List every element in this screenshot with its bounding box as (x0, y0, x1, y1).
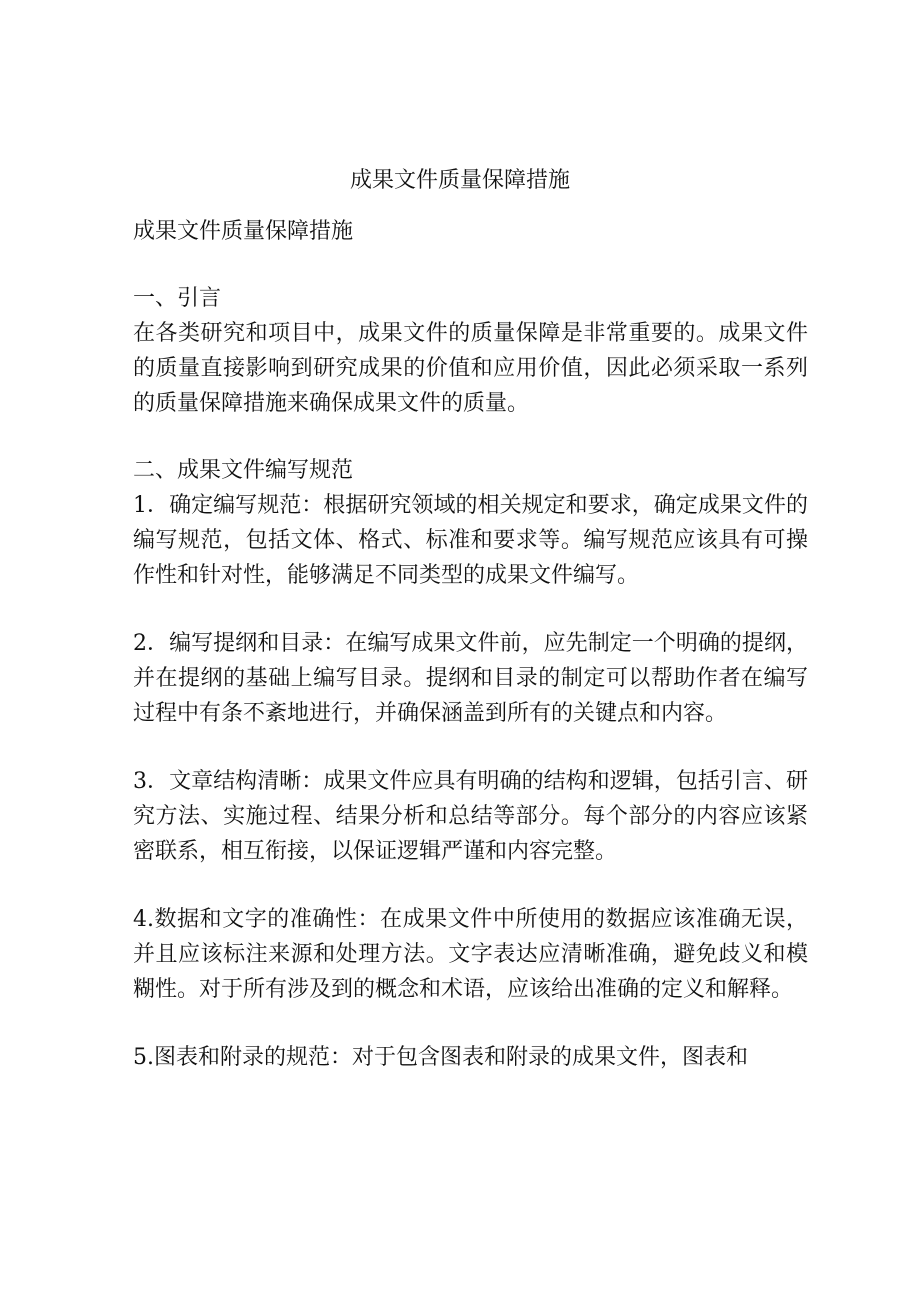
list-item-outline-toc: 2．编写提纲和目录：在编写成果文件前，应先制定一个明确的提纲，并在提纲的基础上编写目录。提纲和目录的制定可以帮助作者在编写过程中有条不紊地进行，并确保涵盖到所有的关键点和内容。 (133, 631, 808, 726)
list-item-figures-appendix: 5.图表和附录的规范：对于包含图表和附录的成果文件，图表和 (133, 1045, 748, 1070)
section-heading-introduction: 一、引言 (133, 286, 222, 311)
list-item-writing-norms: 1．确定编写规范：根据研究领域的相关规定和要求，确定成果文件的编写规范，包括文体、格式、标准和要求等。编写规范应该具有可操作性和针对性，能够满足不同类型的成果文件编写。 (133, 493, 808, 588)
document-subtitle: 成果文件质量保障措施 (133, 219, 354, 244)
document-title: 成果文件质量保障措施 (349, 168, 570, 193)
list-item-accuracy: 4.数据和文字的准确性：在成果文件中所使用的数据应该准确无误，并且应该标注来源和处理方法。文字表达应清晰准确，避免歧义和模糊性。对于所有涉及到的概念和术语，应该给出准确的定义和解释。 (133, 907, 808, 1002)
list-item-clear-structure: 3．文章结构清晰：成果文件应具有明确的结构和逻辑，包括引言、研究方法、实施过程、结果分析和总结等部分。每个部分的内容应该紧密联系，相互衔接，以保证逻辑严谨和内容完整。 (133, 769, 808, 864)
document-body (133, 214, 808, 1108)
section-heading-writing-norms: 二、成果文件编写规范 (133, 458, 354, 483)
introduction-paragraph: 在各类研究和项目中，成果文件的质量保障是非常重要的。成果文件的质量直接影响到研究成果的价值和应用价值，因此必须采取一系列的质量保障措施来确保成果文件的质量。 (133, 321, 808, 416)
